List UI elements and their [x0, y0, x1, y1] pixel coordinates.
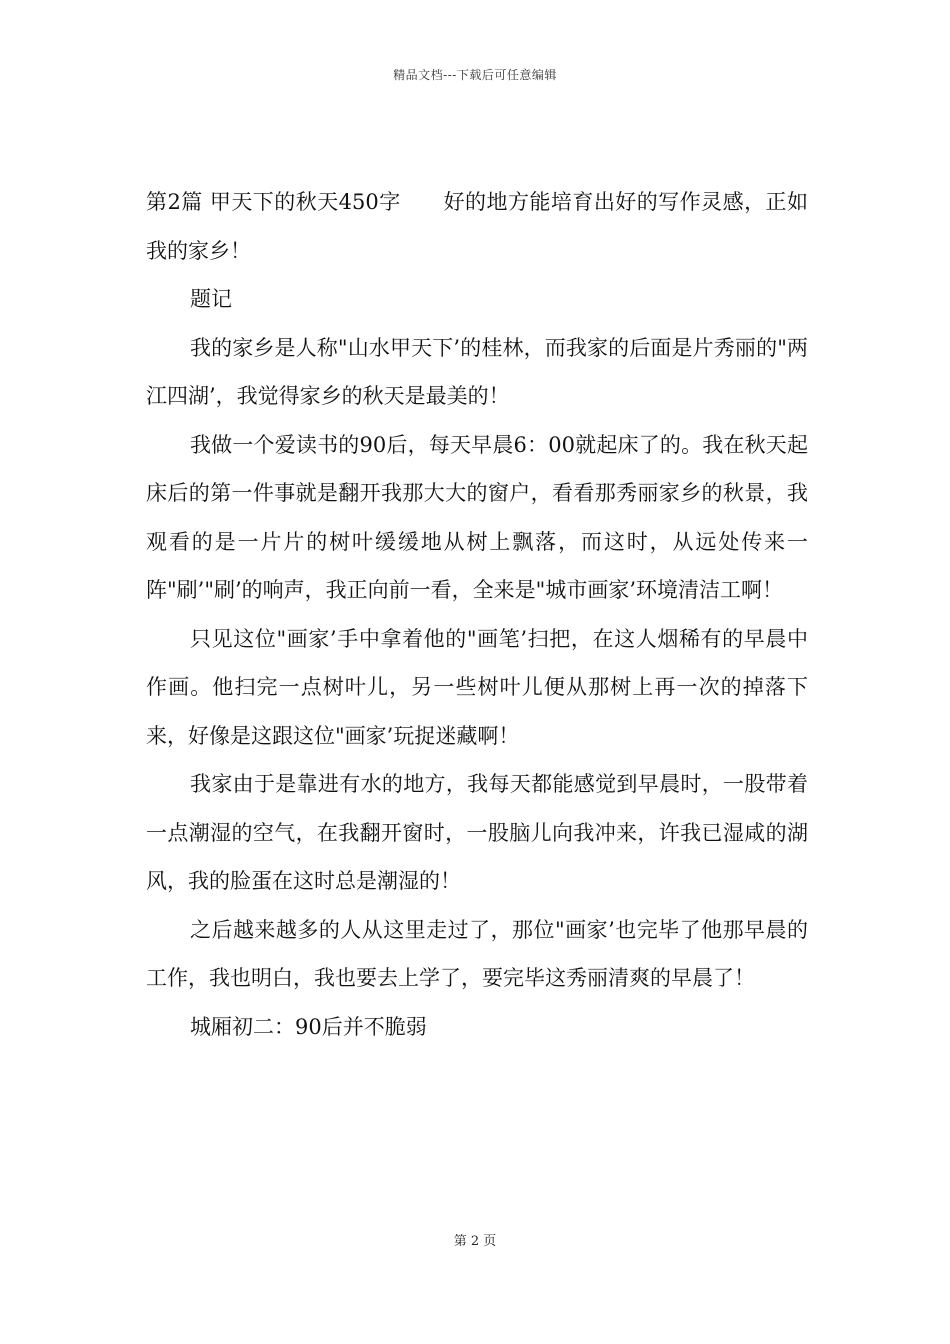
paragraph: 我家由于是靠进有水的地方，我每天都能感觉到早晨时，一股带着一点潮湿的空气，在我翻开窗时，一股脑儿向我冲来，许我已湿咸的湖风，我的脸蛋在这时总是潮湿的！ [146, 772, 808, 893]
paragraph: 我做一个爱读书的90后，每天早晨6：00就起床了的。我在秋天起床后的第一件事就是翻开我那大大的窗户，看看那秀丽家乡的秋景，我观看的是一片片的树叶缓缓地从树上飘落，而这时，从远处传来一阵"刷’"刷’的响声，我正向前一看，全来是"城市画家’环境清洁工啊！ [146, 432, 808, 602]
article-body [146, 178, 808, 1051]
epigraph-label: 题记 [190, 287, 232, 311]
paragraph: 只见这位"画家’手中拿着他的"画笔’扫把，在这人烟稀有的早晨中作画。他扫完一点树叶儿，另一些树叶儿便从那树上再一次的掉落下来，好像是这跟这位"画家’玩捉迷藏啊！ [146, 626, 808, 748]
article-title-line: 第2篇 甲天下的秋天450字 好的地方能培育出好的写作灵感，正如我的家乡！ [146, 190, 808, 263]
page-number: 第 2 页 [453, 1234, 497, 1249]
next-article-title: 城厢初二：90后并不脆弱 [190, 1014, 427, 1039]
page-header: 精品文档---下载后可任意编辑 [393, 68, 557, 82]
paragraph: 我的家乡是人称"山水甲天下’的桂林，而我家的后面是片秀丽的"两江四湖’，我觉得家乡的秋天是最美的！ [146, 335, 808, 408]
paragraph: 之后越来越多的人从这里走过了，那位"画家’也完毕了他那早晨的工作，我也明白，我也要去上学了，要完毕这秀丽清爽的早晨了！ [146, 917, 808, 990]
